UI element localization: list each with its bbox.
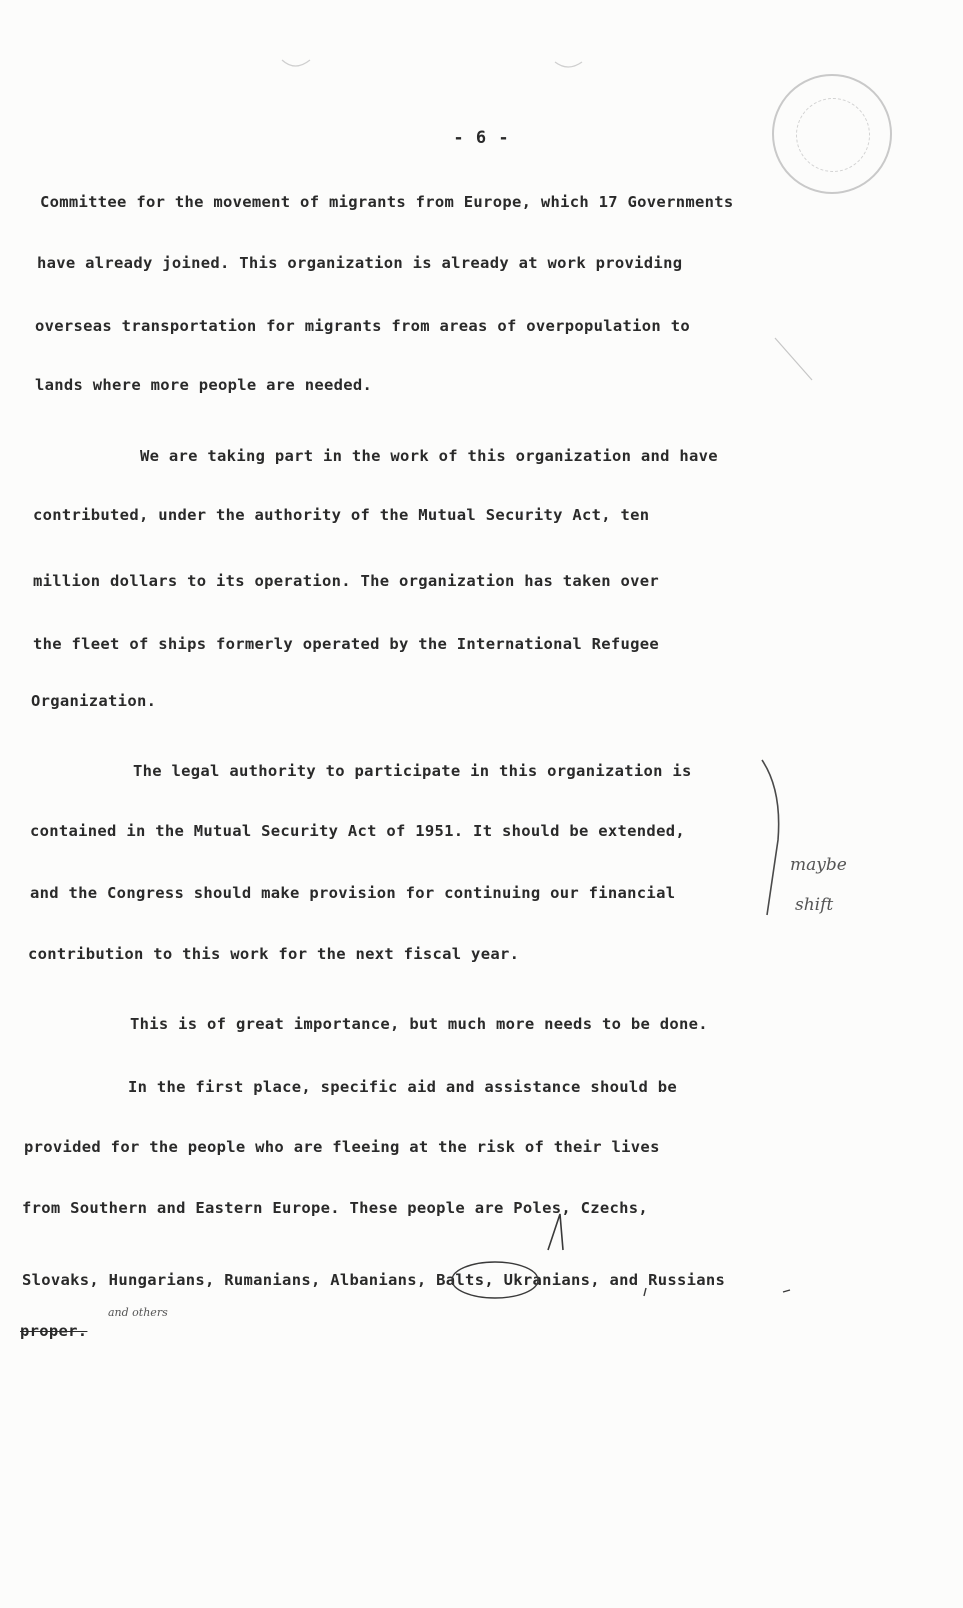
paragraph-1-line-2: have already joined. This organization is already at work providing [37, 254, 683, 272]
inserted-period [783, 1290, 790, 1292]
paragraph-2-line-3: million dollars to its operation. The organization has taken over [33, 572, 660, 590]
struck-word: proper. [20, 1322, 88, 1340]
paragraph-4-line-1: This is of great importance, but much more needs to be done. [130, 1015, 708, 1033]
paragraph-5-line-4: Slovaks, Hungarians, Rumanians, Albanians, Balts, Ukranians, and Russians [22, 1271, 726, 1289]
paragraph-5-line-3: from Southern and Eastern Europe. These people are Poles, Czechs, [22, 1199, 649, 1217]
paragraph-1-line-1: Committee for the movement of migrants from Europe, which 17 Governments [40, 193, 734, 211]
inline-note-and-others: and others [108, 1306, 168, 1319]
paragraph-3-line-4: contribution to this work for the next fiscal year. [28, 945, 520, 963]
paragraph-2-line-5: Organization. [31, 692, 157, 710]
inserted-comma [644, 1288, 646, 1296]
paragraph-3-line-2: contained in the Mutual Security Act of 1951. It should be extended, [30, 822, 685, 840]
paragraph-1-line-4: lands where more people are needed. [35, 376, 373, 394]
margin-tick-mark [775, 338, 812, 380]
margin-note-maybe: maybe [790, 855, 847, 875]
paragraph-3-line-3: and the Congress should make provision for continuing our financial [30, 884, 676, 902]
paragraph-3-line-1: The legal authority to participate in this organization is [133, 762, 692, 780]
paragraph-5-line-1: In the first place, specific aid and assistance should be [128, 1078, 678, 1096]
page-number: - 6 - [453, 128, 510, 148]
paragraph-2-line-2: contributed, under the authority of the Mutual Security Act, ten [33, 506, 650, 524]
margin-note-shift: shift [795, 895, 834, 915]
paragraph-1-line-3: overseas transportation for migrants from areas of overpopulation to [35, 317, 690, 335]
paragraph-5-line-2: provided for the people who are fleeing at the risk of their lives [24, 1138, 660, 1156]
paragraph-2-line-4: the fleet of ships formerly operated by the International Refugee [33, 635, 660, 653]
margin-bracket [762, 760, 779, 915]
paragraph-2-line-1: We are taking part in the work of this organization and have [140, 447, 718, 465]
insertion-caret [548, 1214, 563, 1250]
smudge-mark [555, 62, 582, 67]
smudge-mark [282, 60, 310, 66]
